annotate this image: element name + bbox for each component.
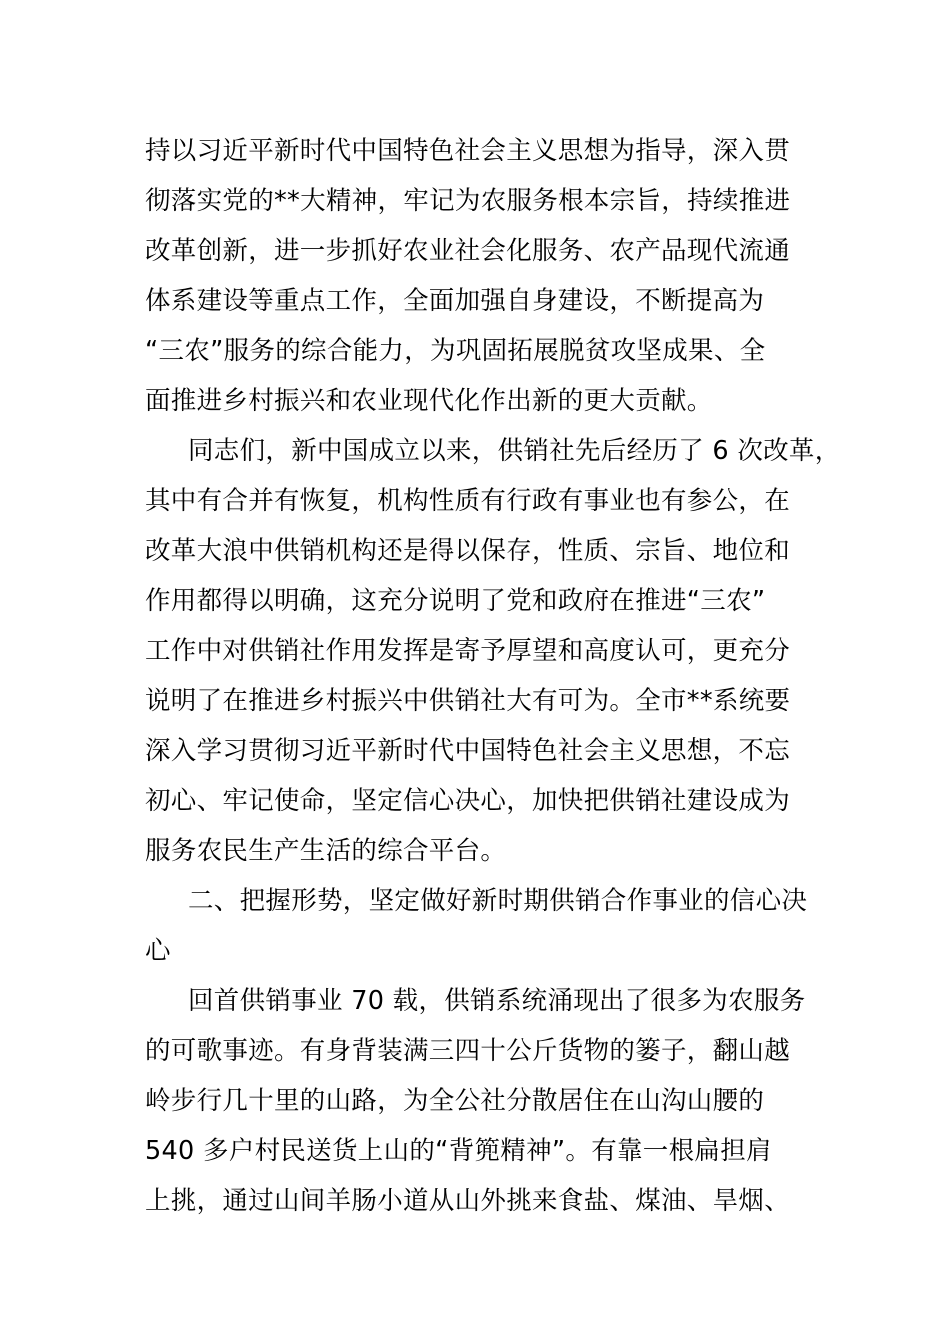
- paragraph-first-line: 回首供销事业 70 载，供销系统涌现出了很多为农服务: [188, 986, 806, 1016]
- text-line: 体系建设等重点工作，全面加强自身建设，不断提高为: [145, 286, 765, 316]
- text-line: 540 多户村民送货上山的“背篼精神”。有靠一根扁担肩: [145, 1136, 772, 1166]
- text-line: 深入学习贯彻习近平新时代中国特色社会主义思想，不忘: [145, 736, 791, 766]
- paragraph-first-line: 同志们，新中国成立以来，供销社先后经历了 6 次改革，: [188, 436, 841, 466]
- text-line: 持以习近平新时代中国特色社会主义思想为指导，深入贯: [145, 136, 791, 166]
- text-line: 其中有合并有恢复，机构性质有行政有事业也有参公，在: [145, 486, 791, 516]
- section-heading: 二、把握形势，坚定做好新时期供销合作事业的信心决: [188, 886, 808, 916]
- text-line: 工作中对供销社作用发挥是寄予厚望和高度认可，更充分: [145, 636, 791, 666]
- text-line: 初心、牢记使命，坚定信心决心，加快把供销社建设成为: [145, 786, 791, 816]
- text-line: 作用都得以明确，这充分说明了党和政府在推进“三农”: [145, 586, 766, 616]
- text-line: 的可歌事迹。有身背装满三四十公斤货物的篓子，翻山越: [145, 1036, 791, 1066]
- text-line: 服务农民生产生活的综合平台。: [145, 836, 507, 866]
- text-line: 岭步行几十里的山路，为全公社分散居住在山沟山腰的: [145, 1086, 765, 1116]
- text-line: 说明了在推进乡村振兴中供销社大有可为。全市**系统要: [145, 686, 791, 716]
- text-line: 改革大浪中供销机构还是得以保存，性质、宗旨、地位和: [145, 536, 791, 566]
- text-line: 上挑，通过山间羊肠小道从山外挑来食盐、煤油、旱烟、: [145, 1186, 791, 1216]
- text-line: “三农”服务的综合能力，为巩固拓展脱贫攻坚成果、全: [145, 336, 766, 366]
- text-line: 彻落实党的**大精神，牢记为农服务根本宗旨，持续推进: [145, 186, 791, 216]
- section-heading-continuation: 心: [145, 936, 171, 966]
- text-line: 面推进乡村振兴和农业现代化作出新的更大贡献。: [145, 386, 713, 416]
- text-line: 改革创新，进一步抓好农业社会化服务、农产品现代流通: [145, 236, 791, 266]
